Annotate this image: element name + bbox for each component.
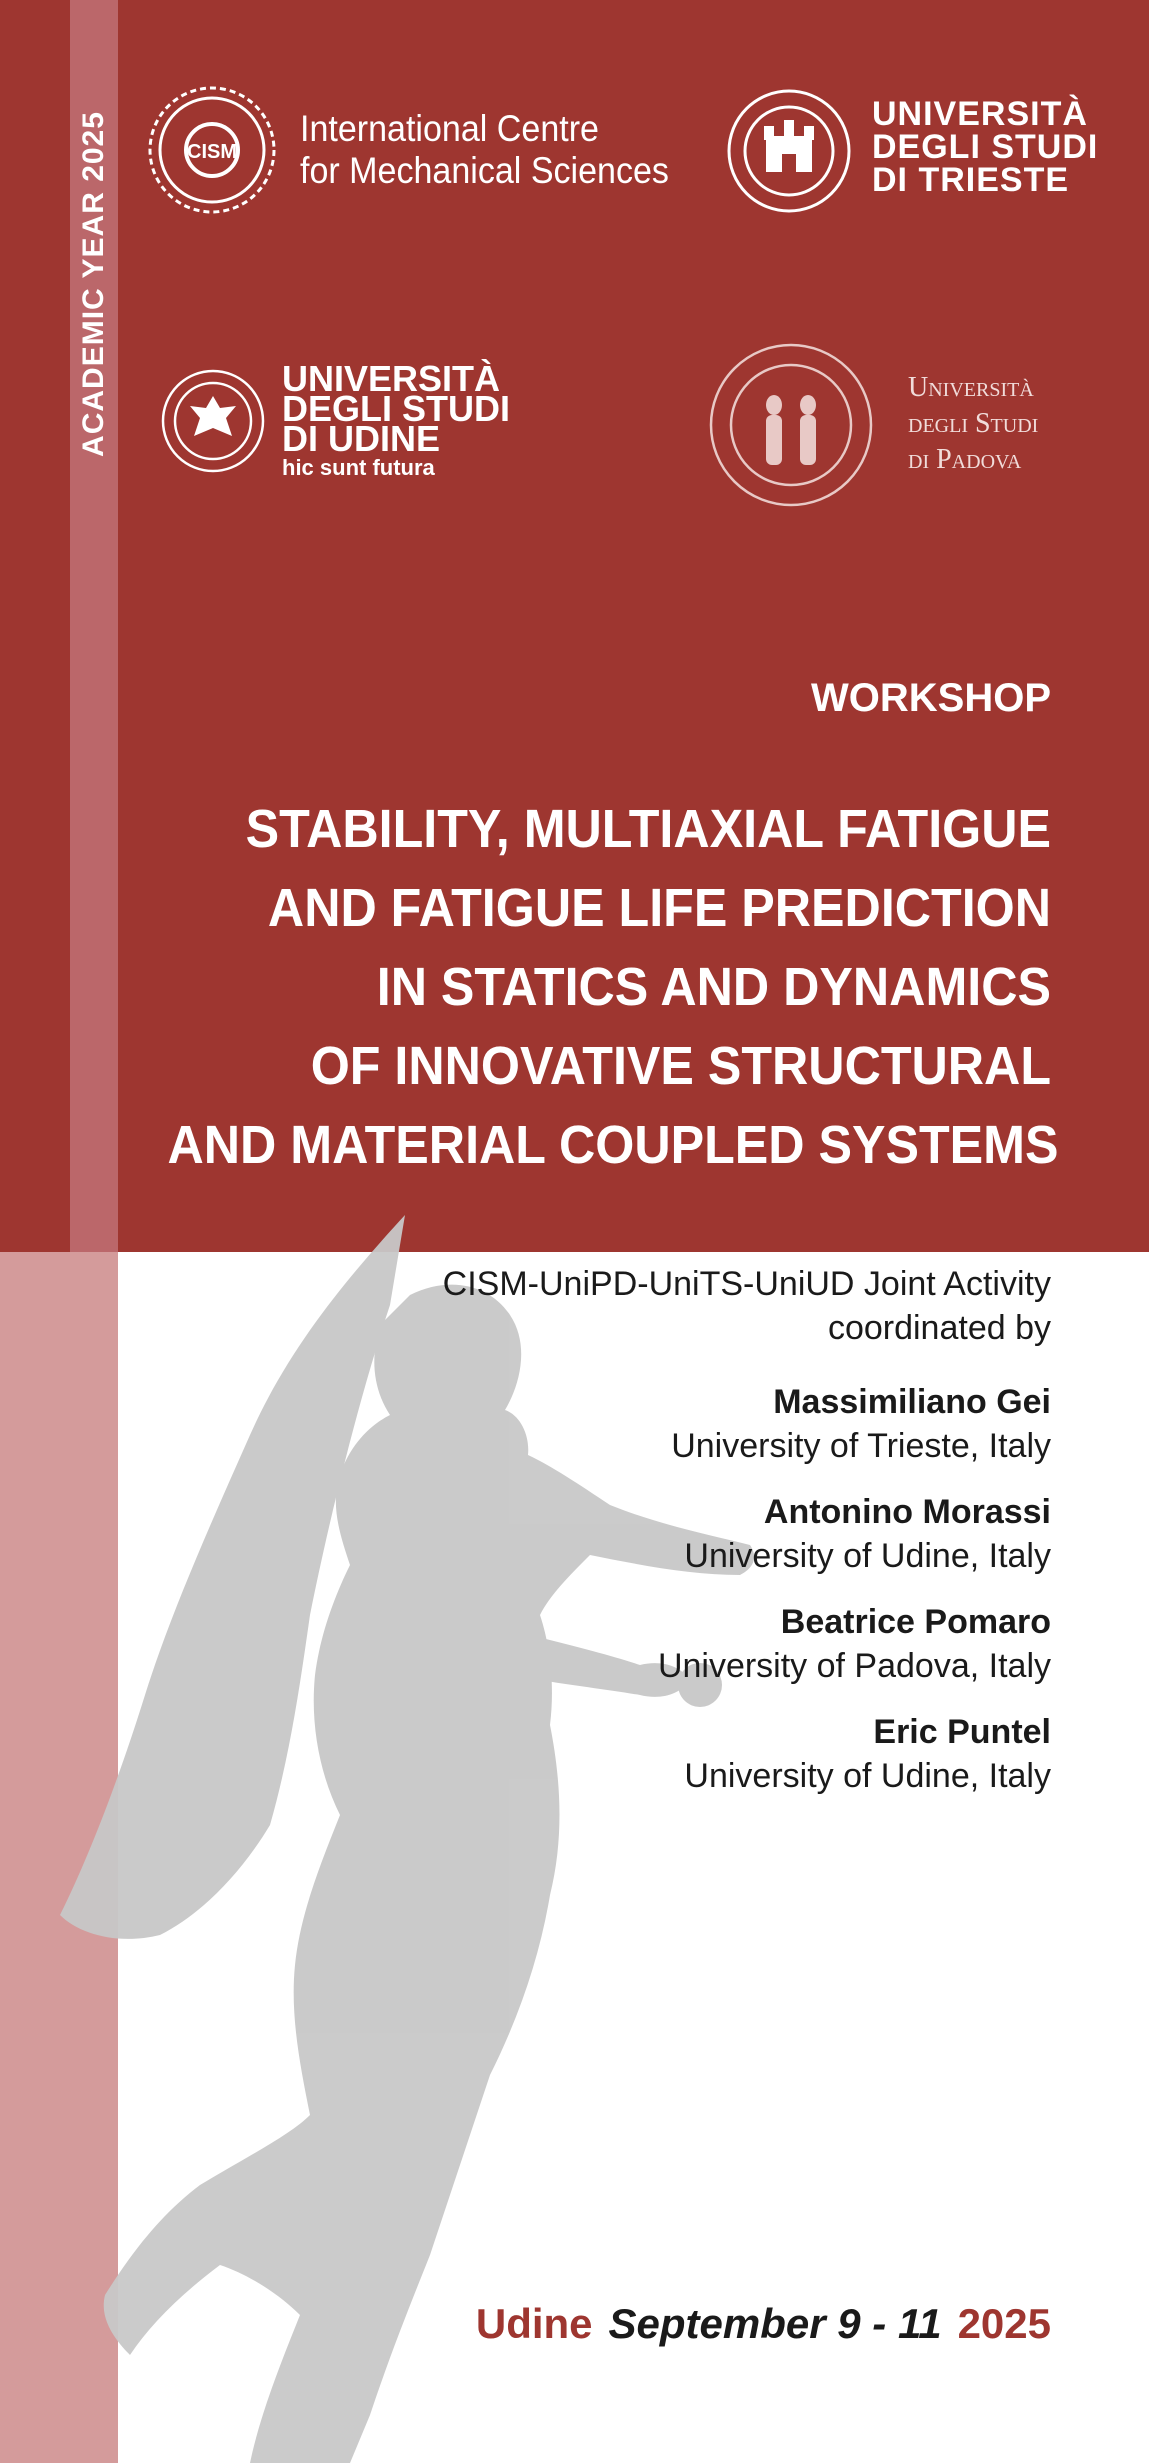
event-title-line: AND FATIGUE LIFE PREDICTION (267, 878, 1051, 938)
uniud-name-line1: UNIVERSITÀ (282, 358, 501, 399)
unipd-name-line2: degli Studi (908, 408, 1039, 439)
event-date-location (476, 2300, 1051, 2348)
joint-activity-text: CISM-UniPD-UniTS-UniUD Joint Activity (442, 1265, 1051, 1303)
event-location: Udine (475, 2300, 593, 2347)
cism-name (300, 108, 669, 192)
cism-logo (142, 80, 702, 220)
units-name-line2: DEGLI STUDI (872, 128, 1099, 166)
unipd-name-line3: di Padova (908, 444, 1022, 475)
event-title-line: OF INNOVATIVE STRUCTURAL (310, 1036, 1052, 1096)
event-dates: September 9 - 11 (608, 2300, 942, 2347)
coordinator-entry (351, 1380, 1051, 1468)
coordinator-name: Beatrice Pomaro (780, 1603, 1051, 1641)
unipd-logo (706, 340, 1106, 510)
trieste-seal-icon (724, 86, 854, 216)
coordination-info (351, 1262, 1051, 1798)
cism-name-line1: International Centre (300, 108, 599, 149)
coordinator-entry (351, 1710, 1051, 1798)
coordinator-affiliation: University of Udine, Italy (684, 1757, 1051, 1795)
event-type-label: WORKSHOP (811, 676, 1051, 720)
coordinator-affiliation: University of Padova, Italy (657, 1647, 1051, 1685)
event-title-line: IN STATICS AND DYNAMICS (376, 957, 1051, 1017)
academic-year-label: ACADEMIC YEAR 2025 (77, 111, 110, 457)
uniud-logo (158, 358, 578, 492)
coordinator-affiliation: University of Udine, Italy (684, 1537, 1051, 1575)
uniud-motto: hic sunt futura (282, 455, 435, 480)
padova-seal-icon (706, 340, 876, 510)
uniud-name-line3: DI UDINE (282, 418, 441, 459)
unipd-name-line1: Università (908, 372, 1034, 403)
coordinator-entry (351, 1490, 1051, 1578)
uniud-name (282, 358, 511, 482)
uniud-name-line2: DEGLI STUDI (282, 388, 511, 429)
event-title-line: STABILITY, MULTIAXIAL FATIGUE (245, 799, 1051, 859)
cism-badge-text: CISM (187, 141, 237, 163)
udine-eagle-seal-icon (158, 366, 268, 476)
coordinated-by-text: coordinated by (827, 1309, 1051, 1347)
event-year: 2025 (957, 2300, 1051, 2347)
units-name-line1: UNIVERSITÀ (872, 95, 1088, 133)
cism-name-line2: for Mechanical Sciences (300, 150, 669, 191)
coordinator-name: Massimiliano Gei (773, 1383, 1051, 1421)
unipd-name (908, 370, 1038, 478)
coordinator-entry (351, 1600, 1051, 1688)
cism-gear-icon (142, 80, 282, 220)
units-name-line3: DI TRIESTE (872, 161, 1070, 199)
coordinator-name: Eric Puntel (873, 1713, 1051, 1751)
event-title-line: AND MATERIAL COUPLED SYSTEMS (167, 1115, 1059, 1175)
event-title (167, 790, 1059, 1185)
coordinator-affiliation: University of Trieste, Italy (671, 1427, 1051, 1465)
units-name (872, 95, 1099, 199)
units-logo (724, 86, 1104, 216)
coordinator-name: Antonino Morassi (763, 1493, 1051, 1531)
